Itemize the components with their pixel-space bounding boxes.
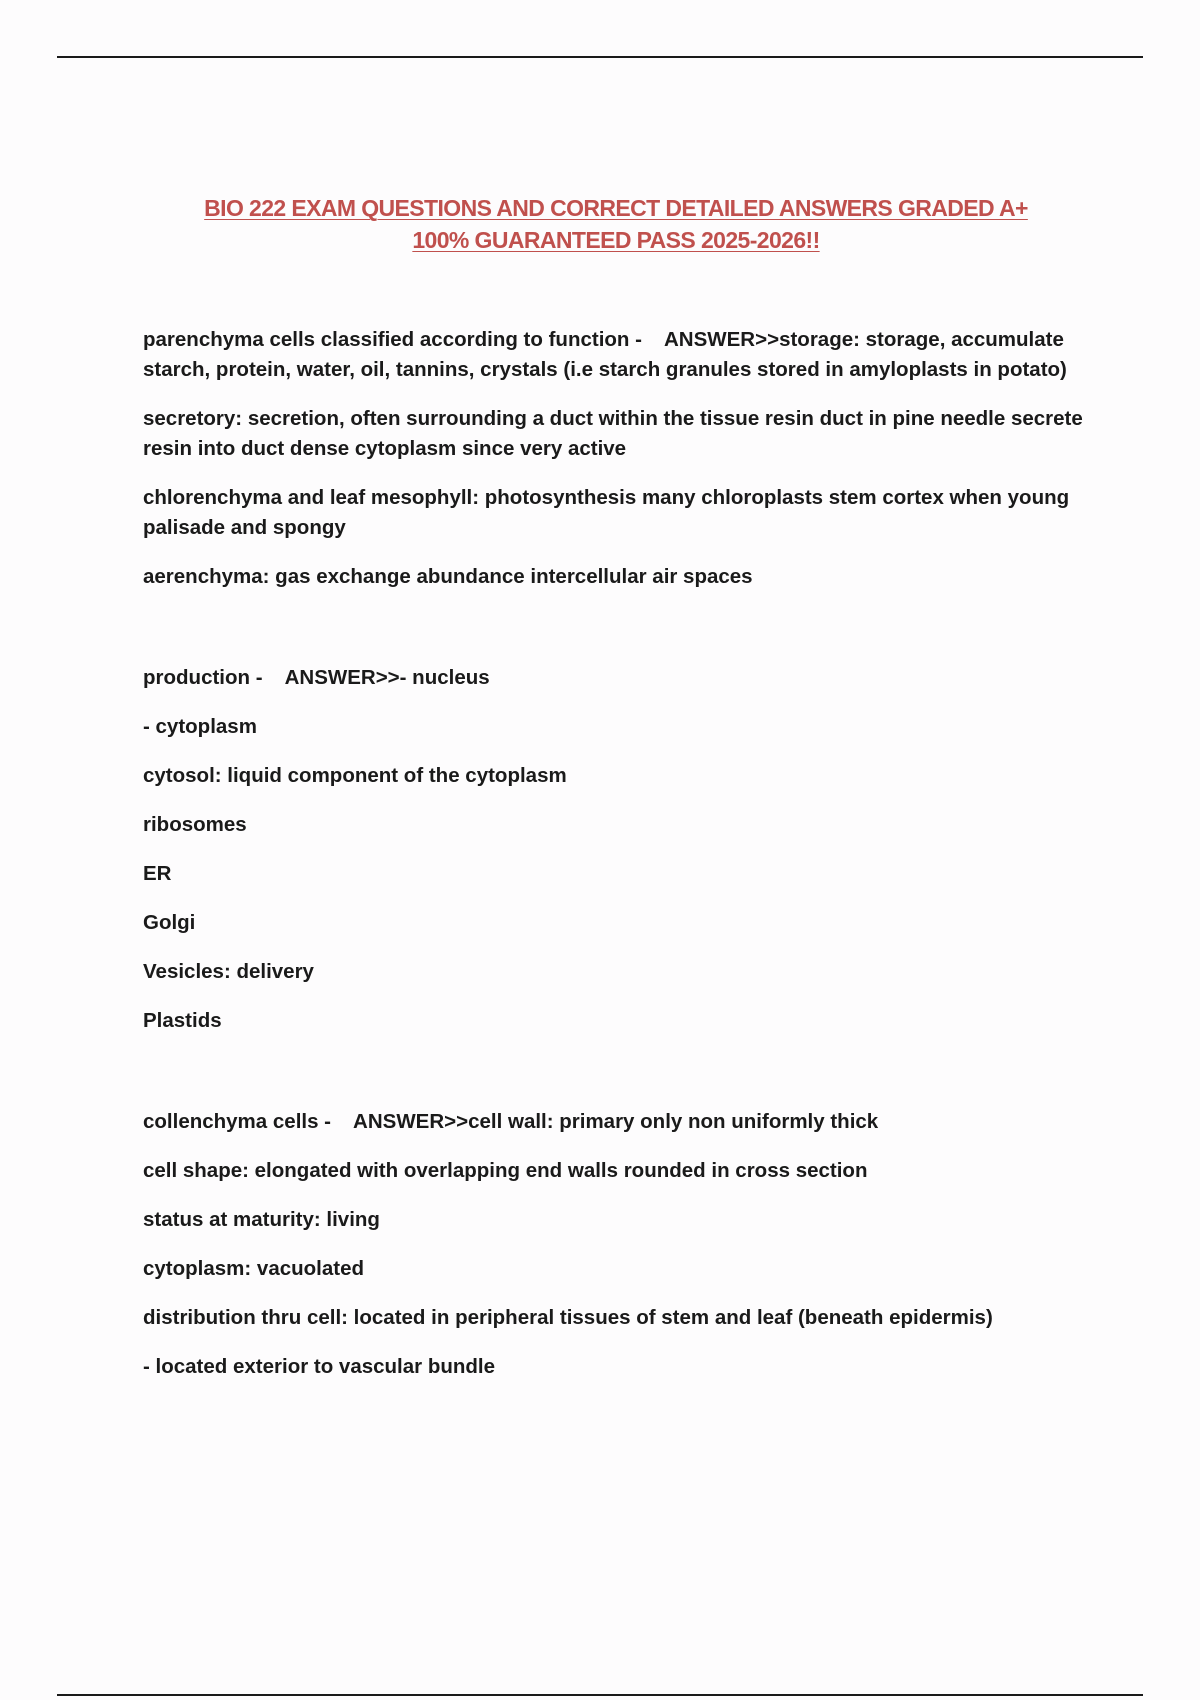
answer-prefix: ANSWER>> — [664, 328, 780, 351]
header-rule — [57, 56, 1143, 58]
question-text: collenchyma cells - — [143, 1110, 332, 1133]
answer-line: cell shape: elongated with overlapping end walls rounded in cross section — [143, 1159, 868, 1182]
title-line-1: BIO 222 EXAM QUESTIONS AND CORRECT DETAILED ANSWERS GRADED A+ — [204, 195, 1028, 221]
footer-rule — [57, 1694, 1143, 1696]
answer-line: Golgi — [143, 911, 196, 934]
qa-question-line — [143, 325, 1103, 385]
answer-line: Vesicles: delivery — [143, 960, 314, 983]
answer-line: cytoplasm: vacuolated — [143, 1257, 365, 1280]
answer-prefix: ANSWER>> — [353, 1110, 469, 1133]
answer-text: - nucleus — [399, 666, 490, 689]
answer-line: cytosol: liquid component of the cytoplasm — [143, 764, 567, 787]
answer-line: status at maturity: living — [143, 1208, 380, 1231]
answer-line: - cytoplasm — [143, 715, 257, 738]
title-line-2: 100% GUARANTEED PASS 2025-2026!! — [412, 227, 820, 253]
answer-line: Plastids — [143, 1009, 222, 1032]
question-text: production - — [143, 666, 263, 689]
answer-line: secretory: secretion, often surrounding a duct within the tissue resin duct in pine needle secrete resin into duct dense cytoplasm since very active — [143, 407, 1083, 460]
answer-prefix: ANSWER>> — [284, 666, 400, 689]
question-text: parenchyma cells classified according to function - — [143, 328, 642, 351]
answer-line: distribution thru cell: located in peripheral tissues of stem and leaf (beneath epidermis) — [143, 1306, 993, 1329]
answer-line: - located exterior to vascular bundle — [143, 1355, 496, 1378]
answer-line: chlorenchyma and leaf mesophyll: photosynthesis many chloroplasts stem cortex when young palisade and spongy — [143, 486, 1070, 539]
document-body — [143, 325, 1103, 1401]
answer-text: storage: storage, accumulate starch, protein, water, oil, tannins, crystals (i.e starch granules stored in amyloplasts in potato) — [143, 328, 1067, 381]
qa-block — [143, 325, 1103, 592]
qa-block — [143, 663, 1103, 1036]
answer-line: ER — [143, 862, 172, 885]
qa-block — [143, 1107, 1103, 1382]
document-title — [100, 192, 1132, 256]
answer-text: cell wall: primary only non uniformly thick — [468, 1110, 879, 1133]
answer-line: aerenchyma: gas exchange abundance intercellular air spaces — [143, 565, 753, 588]
qa-question-line — [143, 663, 1103, 693]
qa-question-line — [143, 1107, 1103, 1137]
answer-line: ribosomes — [143, 813, 247, 836]
